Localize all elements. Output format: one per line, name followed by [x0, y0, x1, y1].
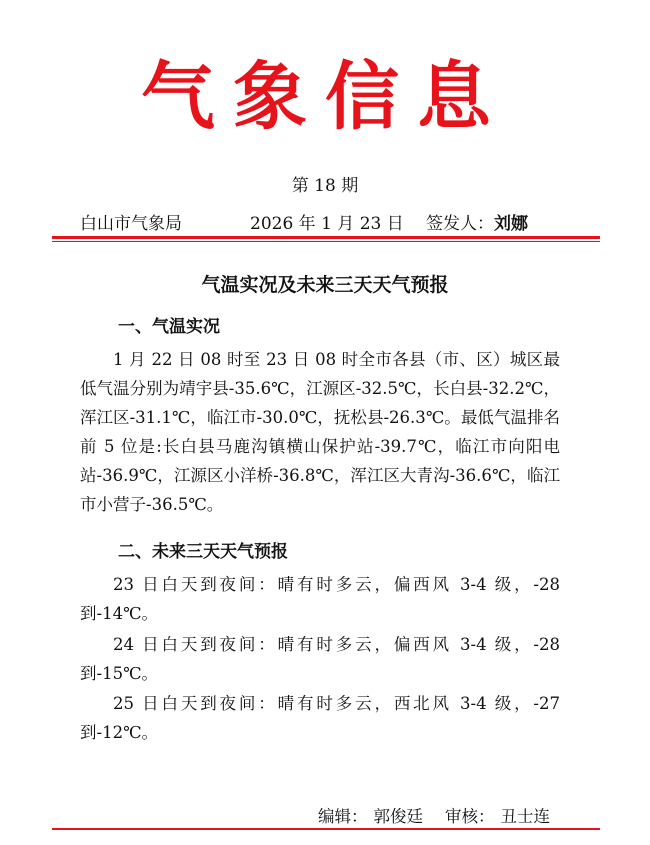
issue-date: 2026 年 1 月 23 日	[250, 214, 404, 234]
forecast-day-3: 25 日白天到夜间：晴有时多云，西北风 3-4 级，-27 到-12℃。	[80, 694, 560, 742]
reviewer-name: 丑士连	[500, 807, 550, 826]
editor-label: 编辑：	[318, 807, 368, 826]
signer-label: 签发人：	[426, 214, 494, 234]
observations-paragraph: 1 月 22 日 08 时至 23 日 08 时全市各县（市、区）城区最低气温分别为靖宇县-35.6℃，江源区-32.5℃，长白县-32.2℃，浑江区-31.1℃，临江市-30.0℃，抚松县-26.3℃。最低气温排名前 5 位是:长白县马鹿沟镇横山保护站-39.7℃，临江市向阳电站-36.9℃，江源区小洋桥-36.8℃，浑江区大青沟-36.6℃，临江市小营子-36.5℃。	[80, 350, 560, 514]
masthead-title: 气象信息	[141, 54, 509, 140]
document-title: 气温实况及未来三天天气预报	[201, 274, 449, 296]
reviewer-label: 审核：	[445, 807, 495, 826]
signer-name: 刘娜	[494, 214, 528, 234]
header-rule-thick	[52, 236, 600, 239]
editor-name: 郭俊廷	[373, 807, 423, 826]
issuer: 白山市气象局	[80, 214, 182, 234]
section-heading-forecast: 二、未来三天天气预报	[118, 542, 288, 562]
section-heading-observations: 一、气温实况	[118, 317, 220, 337]
issue-number: 第 18 期	[291, 176, 359, 196]
forecast-day-1: 23 日白天到夜间：晴有时多云，偏西风 3-4 级，-28 到-14℃。	[80, 575, 560, 623]
signer	[426, 209, 528, 234]
header-rule-thin	[52, 241, 600, 242]
footer-credits	[318, 803, 556, 827]
footer-rule	[52, 828, 600, 830]
forecast-day-2: 24 日白天到夜间：晴有时多云，偏西风 3-4 级，-28 到-15℃。	[80, 635, 560, 683]
